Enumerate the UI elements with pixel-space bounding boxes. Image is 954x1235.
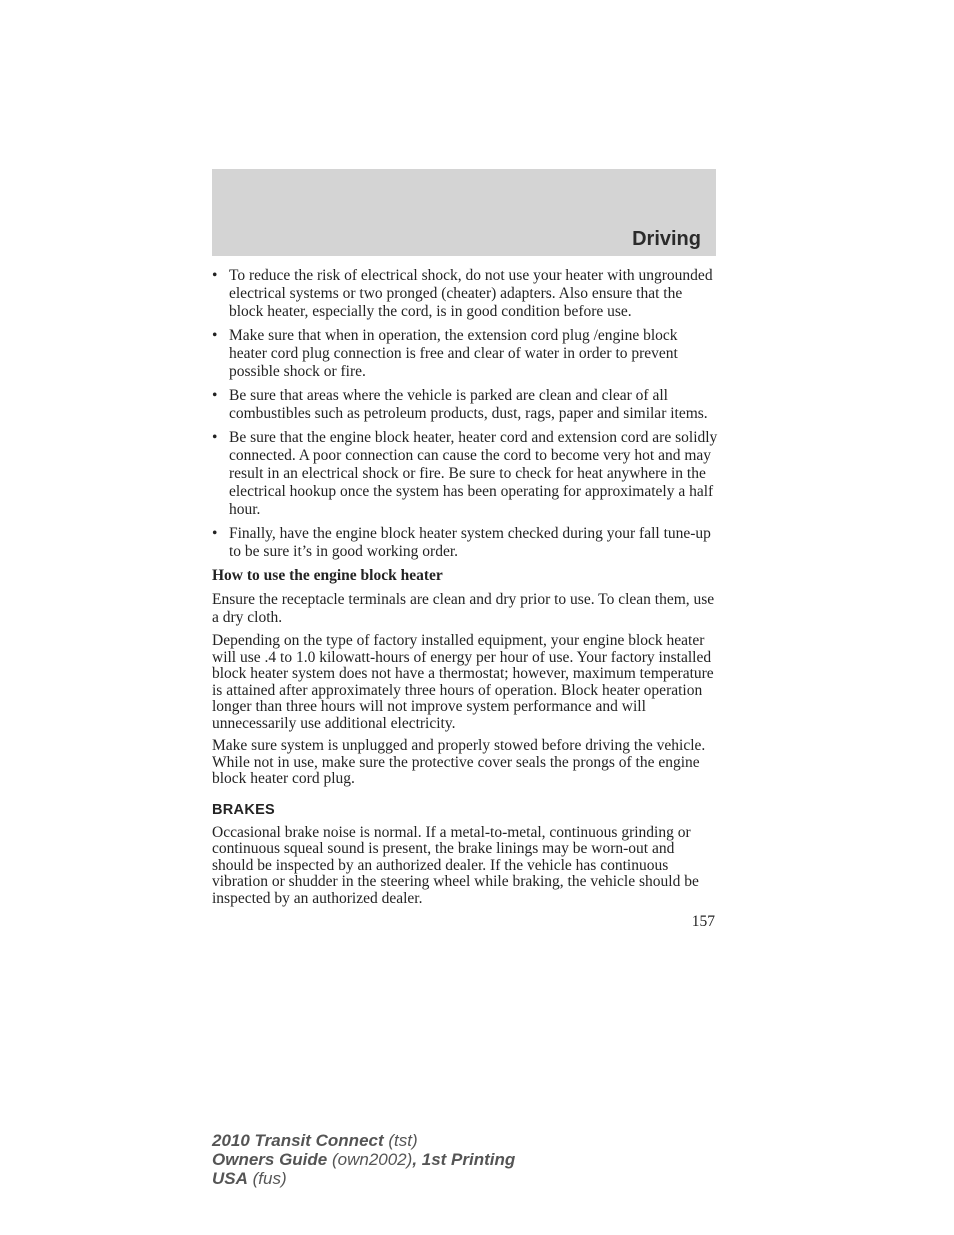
document-footer	[212, 1131, 515, 1188]
footer-line-1: 2010 Transit Connect (tst)	[212, 1131, 418, 1150]
footer-line-2: Owners Guide (own2002), 1st Printing	[212, 1150, 516, 1169]
bullet-icon: •	[212, 387, 218, 404]
bullet-icon: •	[212, 267, 218, 284]
brakes-paragraph: Occasional brake noise is normal. If a metal-to-metal, continuous grinding or continuous squeal sound is present, the brake linings may be worn-out and should be inspected by an authorized dealer. If the vehicle has continuous vibration or shudder in the steering wheel while braking, the vehicle should be inspected by an authorized dealer.	[212, 823, 699, 907]
paragraph: Depending on the type of factory installed equipment, your engine block heater will use .4 to 1.0 kilowatt-hours of energy per hour of use. Your factory installed block heater system does not have a thermostat; however, maximum temperature is attained after approximately three hours of operation. Block heater operation longer than three hours will not improve system performance and will unnecessarily use additional electricity.	[212, 632, 714, 732]
footer-line-3: USA (fus)	[212, 1169, 287, 1188]
safety-bullet-list	[212, 267, 718, 561]
bullet-icon: •	[212, 327, 218, 344]
brakes-heading: BRAKES	[212, 801, 276, 818]
bullet-text: Finally, have the engine block heater system checked during your fall tune-up to be sure it’s in good working order.	[229, 525, 711, 560]
list-item	[212, 387, 718, 423]
bullet-text: Be sure that the engine block heater, heater cord and extension cord are solidly connected. A poor connection can cause the cord to become very hot and may result in an electrical shock or fire. Be sure to check for heat anywhere in the electrical hookup once the system has been operating for approximately a half hour.	[229, 429, 718, 518]
list-item	[212, 327, 718, 381]
bullet-icon: •	[212, 429, 218, 446]
subheading: How to use the engine block heater	[212, 567, 443, 584]
list-item	[212, 525, 718, 561]
section-header-band	[212, 169, 716, 256]
paragraph: Ensure the receptacle terminals are clean and dry prior to use. To clean them, use a dry cloth.	[212, 591, 715, 626]
page-number: 157	[691, 913, 715, 930]
bullet-text: To reduce the risk of electrical shock, do not use your heater with ungrounded electrical systems or two pronged (cheater) adapters. Also ensure that the block heater, especially the cord, is in good condition before use.	[229, 267, 713, 320]
bullet-icon: •	[212, 525, 218, 542]
list-item	[212, 267, 718, 321]
list-item	[212, 429, 718, 519]
bullet-text: Make sure that when in operation, the extension cord plug /engine block heater cord plug connection is free and clear of water in order to prevent possible shock or fire.	[229, 327, 678, 380]
page-content	[212, 267, 718, 931]
paragraph: Make sure system is unplugged and properly stowed before driving the vehicle. While not in use, make sure the protective cover seals the prongs of the engine block heater cord plug.	[212, 737, 706, 787]
section-title: Driving	[632, 228, 701, 250]
bullet-text: Be sure that areas where the vehicle is parked are clean and clear of all combustibles such as petroleum products, dust, rags, paper and similar items.	[229, 387, 708, 422]
